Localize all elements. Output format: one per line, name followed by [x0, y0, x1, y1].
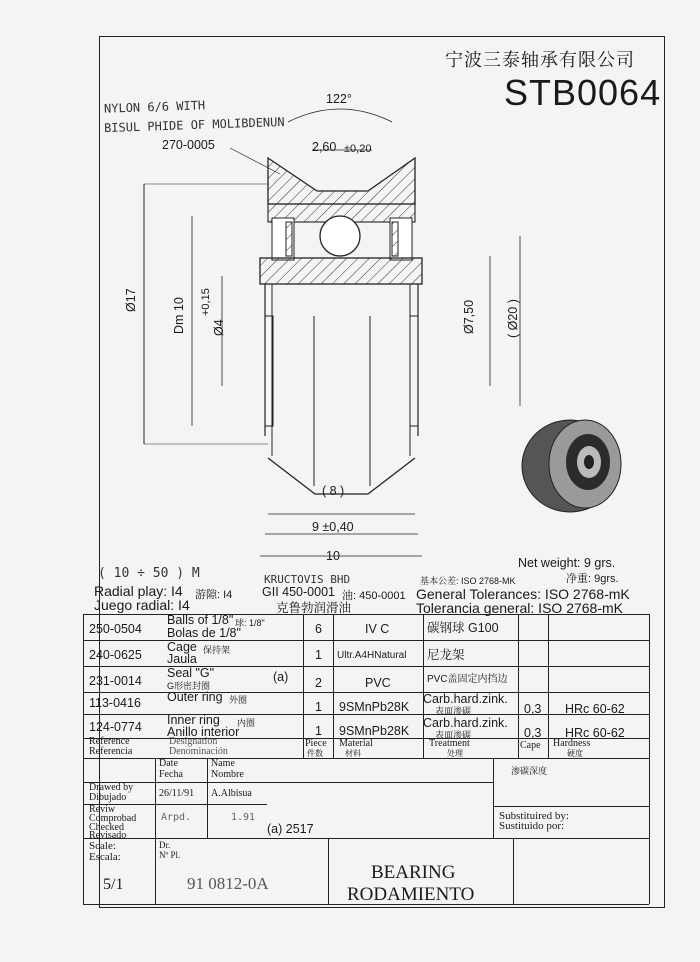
part-treatment-5: Carb.hard.zink.	[423, 716, 508, 730]
col-piece: Piece	[305, 738, 327, 749]
part-mark-3: (a)	[273, 670, 289, 684]
part-material-5: 9SMnPb28K	[339, 724, 410, 738]
parts-table	[83, 614, 649, 904]
ref-code-label: 270-0005	[162, 138, 215, 152]
part-treatment-2: 尼龙架	[427, 648, 465, 662]
tb-substituted-es: Sustituido por:	[499, 820, 565, 832]
part-name-es-2: Jaula	[167, 652, 197, 666]
part-material-4: 9SMnPb28K	[339, 700, 410, 714]
part-name-en-2: Cage	[167, 640, 197, 654]
grease-code: GII 450-0001	[262, 585, 335, 599]
col-material-cn: 材料	[345, 749, 361, 758]
tb-name-en: Name	[211, 758, 235, 769]
tb-drawing-no-es: Nº Pl.	[159, 850, 181, 860]
tb-drawn-date: 26/11/91	[159, 788, 195, 799]
col-piece-cn: 件数	[307, 749, 323, 758]
tolerance-es: Tolerancia general: ISO 2768-mK	[416, 600, 623, 616]
tb-drawn-es: Dibujado	[89, 792, 127, 803]
part-treatment-3: PVC盖固定内挡边	[427, 674, 508, 685]
tb-drawing-number: 91 0812-0A	[187, 874, 269, 893]
part-treatment-cn-5: 表面渗碳	[435, 730, 472, 740]
handwritten-material-note-2: BISUL PHIDE OF MOLIBDENUN	[103, 114, 285, 136]
col-ref-en: Reference	[89, 736, 130, 747]
col-ref-es: Referencia	[89, 746, 133, 757]
tb-scale-value: 5/1	[103, 876, 124, 893]
width-10-label: 10	[326, 549, 340, 563]
tb-title-es: RODAMIENTO	[347, 884, 475, 905]
part-depth-4: 0,3	[524, 702, 542, 716]
part-name-es-1: Bolas de 1/8"	[167, 626, 241, 640]
width-9-label: 9 ±0,40	[312, 520, 354, 534]
dia-4-tolerance-label: +0,15	[200, 288, 212, 316]
tb-date-en: Date	[159, 758, 178, 769]
dia-4-label: Ø4	[212, 319, 226, 336]
tb-title-en: BEARING	[371, 862, 456, 883]
handwritten-grease-note: KRUCTOVIS BHD	[264, 573, 351, 586]
col-depth-cn: 渗碳深度	[511, 766, 548, 776]
part-material-1: IV C	[365, 622, 390, 636]
dia-20-label: ( Ø20 )	[506, 299, 520, 338]
tb-scale-es: Escala:	[89, 851, 121, 863]
part-name-cn-4: 外圈	[229, 695, 248, 705]
part-treatment-cn-4: 表面渗碳	[435, 706, 472, 716]
tb-checked-en: Checked	[89, 822, 124, 833]
col-desig-es: Denominación	[169, 746, 228, 757]
part-name-en-4: Outer ring	[167, 690, 223, 704]
col-hardness: Hardness	[553, 738, 591, 749]
part-hardness-4: HRc 60-62	[565, 702, 625, 716]
net-weight-cn-label: 净重: 9grs.	[566, 573, 619, 585]
part-qty-5: 1	[315, 724, 322, 738]
part-depth-5: 0,3	[524, 726, 542, 740]
part-name-cn-1: 球: 1/8"	[235, 618, 265, 628]
dia-7-50-label: Ø7,50	[462, 299, 476, 334]
handwritten-radial-note: ( 10 ÷ 50 ) M	[98, 566, 200, 581]
tb-drawn-en: Drawed by	[89, 782, 134, 793]
tb-name-es: Nombre	[211, 769, 244, 780]
col-treatment: Treatment	[429, 738, 470, 749]
groove-tolerance-label: ±0,20	[344, 143, 372, 155]
part-hardness-5: HRc 60-62	[565, 726, 625, 740]
tolerance-cn: 基本公差: ISO 2768-MK	[420, 576, 516, 586]
part-ref-5: 124-0774	[89, 720, 142, 734]
col-material: Material	[339, 738, 373, 749]
tb-drawing-no-en: Dr.	[159, 840, 171, 850]
part-name-cn-5: 内圈	[237, 718, 256, 728]
tb-date-es: Fecha	[159, 769, 183, 780]
tb-review-date: Arpd.	[161, 812, 192, 823]
part-qty-3: 2	[315, 676, 322, 690]
groove-width-label: 2,60	[312, 140, 337, 154]
tb-revision-note: (a) 2517	[267, 822, 314, 836]
width-8-label: ( 8 )	[322, 484, 345, 498]
radial-play-cn: 游隙: I4	[195, 589, 233, 601]
bearing-section-drawing	[100, 86, 660, 586]
part-name-cn-3: G形密封圈	[167, 681, 211, 691]
part-qty-4: 1	[315, 700, 322, 714]
part-ref-2: 240-0625	[89, 648, 142, 662]
groove-angle-label: 122°	[326, 92, 352, 106]
col-treatment-cn: 处理	[447, 749, 463, 758]
part-name-en-1: Balls of 1/8"	[167, 613, 234, 627]
part-name-cn-2: 保持架	[203, 645, 231, 655]
dia-17-label: Ø17	[124, 288, 138, 312]
grease-name-cn: 克鲁勃润滑油	[276, 601, 352, 615]
radial-play-es: Juego radial: I4	[94, 597, 190, 613]
part-treatment-1: 碳钢球 G100	[427, 621, 499, 635]
tb-scale-en: Scale:	[89, 840, 116, 852]
part-name-en-3: Seal "G"	[167, 666, 215, 680]
tb-review-en: Reviw	[89, 804, 116, 815]
tb-checked-es: Revisado	[89, 830, 127, 841]
part-qty-2: 1	[315, 648, 322, 662]
col-cape: Cape	[520, 740, 541, 751]
tolerance-en: General Tolerances: ISO 2768-mK	[416, 586, 630, 602]
dm-label: Dm 10	[172, 297, 186, 334]
tb-drawn-name: A.Albisua	[211, 788, 252, 799]
part-material-2: Ultr.A4HNatural	[337, 650, 407, 661]
radial-play-en: Radial play: I4	[94, 583, 183, 599]
part-treatment-4: Carb.hard.zink.	[423, 692, 508, 706]
net-weight-label: Net weight: 9 grs.	[518, 556, 616, 570]
part-qty-1: 6	[315, 622, 322, 636]
col-desig-en: Designation	[169, 736, 218, 747]
part-ref-4: 113-0416	[89, 696, 141, 710]
part-name-es-5: Anillo interior	[167, 725, 240, 739]
part-ref-1: 250-0504	[89, 622, 142, 636]
handwritten-material-note-1: NYLON 6/6 WITH	[103, 98, 206, 116]
tb-review-es: Comprobad	[89, 813, 137, 824]
company-name: 宁波三泰轴承有限公司	[445, 50, 635, 70]
part-number: STB0064	[504, 72, 662, 113]
part-ref-3: 231-0014	[89, 674, 142, 688]
tb-substituted-en: Substituired by:	[499, 810, 569, 822]
grease-code-cn: 油: 450-0001	[342, 590, 406, 602]
part-name-en-5: Inner ring	[167, 713, 220, 727]
part-material-3: PVC	[365, 676, 391, 690]
tb-review-name: 1.91	[231, 812, 256, 823]
col-hardness-cn: 硬度	[567, 749, 583, 758]
